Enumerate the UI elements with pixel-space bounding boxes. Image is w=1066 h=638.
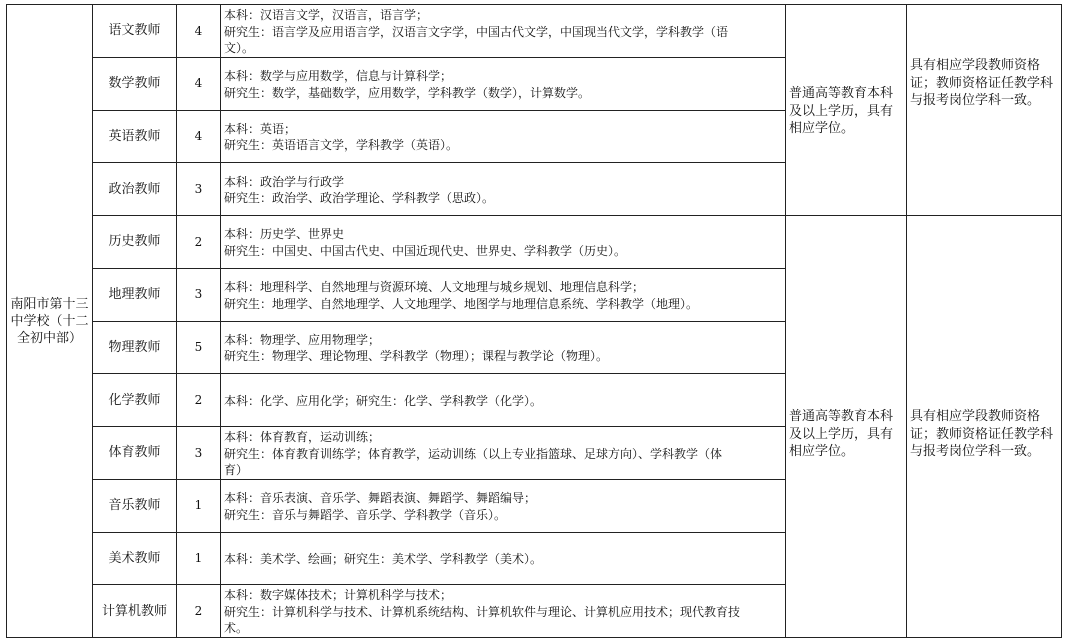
requirement-line: 研究生：英语语言文学，学科教学（英语）。 [224,138,459,153]
requirement-line: 研究生：物理学、理论物理、学科教学（物理）；课程与教学论（物理）。 [224,349,609,364]
post-count: 3 [194,181,203,196]
post-count: 1 [194,498,203,513]
post-count: 1 [194,551,203,566]
post-name: 体育教师 [108,445,161,461]
post-cell [92,215,177,269]
count-cell [176,268,221,322]
post-count: 3 [194,287,203,302]
post-name: 政治教师 [108,181,161,197]
count-cell [176,4,221,58]
count-cell [176,57,221,111]
requirement-line: 本科：化学、应用化学；研究生：化学、学科教学（化学）。 [224,393,543,408]
education-requirement: 普通高等教育本科及以上学历，具有相应学位。 [789,86,894,136]
requirement-line: 本科：数学与应用数学，信息与计算科学； [224,69,453,84]
education-requirement-cell [785,215,907,638]
certificate-requirement: 具有相应学段教师资格证；教师资格证任教学科与报考岗位学科一致。 [910,409,1054,459]
post-cell [92,268,177,322]
post-cell [92,479,177,533]
requirement-line: 术。 [224,621,249,636]
requirement-line: 研究生：语言学及应用语言学，汉语言文字学，中国古代文学，中国现当代文学，学科教学（语 [224,24,729,39]
requirement-line: 本科：地理科学、自然地理与资源环境、人文地理与城乡规划、地理信息科学； [224,280,645,295]
requirement-cell [220,162,786,216]
requirement-line: 本科：英语； [224,121,297,136]
post-count: 2 [194,603,203,618]
count-cell [176,110,221,164]
count-cell [176,215,221,269]
requirement-cell [220,215,786,269]
requirement-cell [220,57,786,111]
requirement-line: 本科：历史学、世界史 [224,227,345,242]
requirement-cell [220,479,786,533]
requirement-line: 本科：音乐表演、音乐学、舞蹈表演、舞蹈学、舞蹈编导； [224,491,537,506]
count-cell [176,321,221,375]
requirement-line: 研究生：数学，基础数学，应用数学，学科教学（数学），计算数学。 [224,85,591,100]
requirement-line: 研究生：体育教育训练学；体育教学，运动训练（以上专业指篮球、足球方向）、学科教学（体 [224,446,723,461]
requirement-line: 本科：数字媒体技术；计算机科学与技术； [224,588,453,603]
post-count: 2 [194,234,203,249]
requirement-line: 本科：物理学、应用物理学； [224,332,381,347]
post-cell [92,426,177,480]
post-cell [92,373,177,427]
requirement-line: 研究生：地理学、自然地理学、人文地理学、地图学与地理信息系统、学科教学（地理）。 [224,296,699,311]
post-cell [92,532,177,586]
school-name-cell [6,4,93,638]
post-name: 地理教师 [108,287,161,303]
certificate-requirement-cell [906,215,1062,638]
count-cell [176,584,221,638]
post-cell [92,4,177,58]
count-cell [176,426,221,480]
requirement-cell [220,268,786,322]
requirement-line: 研究生：计算机科学与技术、计算机系统结构、计算机软件与理论、计算机应用技术；现代教育技 [224,604,741,619]
post-count: 5 [194,340,203,355]
requirement-cell [220,584,786,638]
education-requirement: 普通高等教育本科及以上学历，具有相应学位。 [789,409,894,459]
certificate-requirement-cell [906,4,1062,216]
requirement-line: 研究生：政治学、政治学理论、学科教学（思政）。 [224,191,495,206]
post-name: 化学教师 [108,392,161,408]
post-cell [92,57,177,111]
school-name: 南阳市第十三中学校（十二全初中部） [10,296,89,346]
requirement-line: 育） [224,463,249,477]
post-cell [92,584,177,638]
post-count: 3 [194,445,203,460]
post-name: 物理教师 [108,339,161,355]
post-name: 数学教师 [108,76,161,92]
certificate-requirement: 具有相应学段教师资格证；教师资格证任教学科与报考岗位学科一致。 [910,58,1054,108]
count-cell [176,373,221,427]
requirement-line: 研究生：音乐与舞蹈学、音乐学、学科教学（音乐）。 [224,507,507,522]
education-requirement-cell [785,4,907,216]
post-name: 英语教师 [108,128,161,144]
post-count: 4 [194,129,203,144]
requirement-cell [220,426,786,480]
requirement-cell [220,373,786,427]
requirement-line: 文）。 [224,41,255,55]
requirement-cell [220,321,786,375]
count-cell [176,532,221,586]
post-name: 语文教师 [108,23,161,39]
post-name: 历史教师 [108,234,161,250]
post-name: 音乐教师 [108,498,161,514]
post-cell [92,162,177,216]
count-cell [176,162,221,216]
requirement-cell [220,532,786,586]
requirement-line: 本科：政治学与行政学 [224,174,345,189]
requirement-line: 研究生：中国史、中国古代史、中国近现代史、世界史、学科教学（历史）。 [224,243,627,258]
requirement-line: 本科：汉语言文学，汉语言，语言学； [224,8,429,22]
post-name: 计算机教师 [101,603,167,619]
post-count: 4 [194,23,203,38]
requirement-cell [220,110,786,164]
requirement-line: 本科：体育教育，运动训练； [224,430,381,444]
post-count: 2 [194,392,203,407]
post-count: 4 [194,76,203,91]
post-cell [92,321,177,375]
post-name: 美术教师 [108,550,161,566]
requirement-cell [220,4,786,58]
post-cell [92,110,177,164]
count-cell [176,479,221,533]
requirement-line: 本科：美术学、绘画；研究生：美术学、学科教学（美术）。 [224,552,543,567]
